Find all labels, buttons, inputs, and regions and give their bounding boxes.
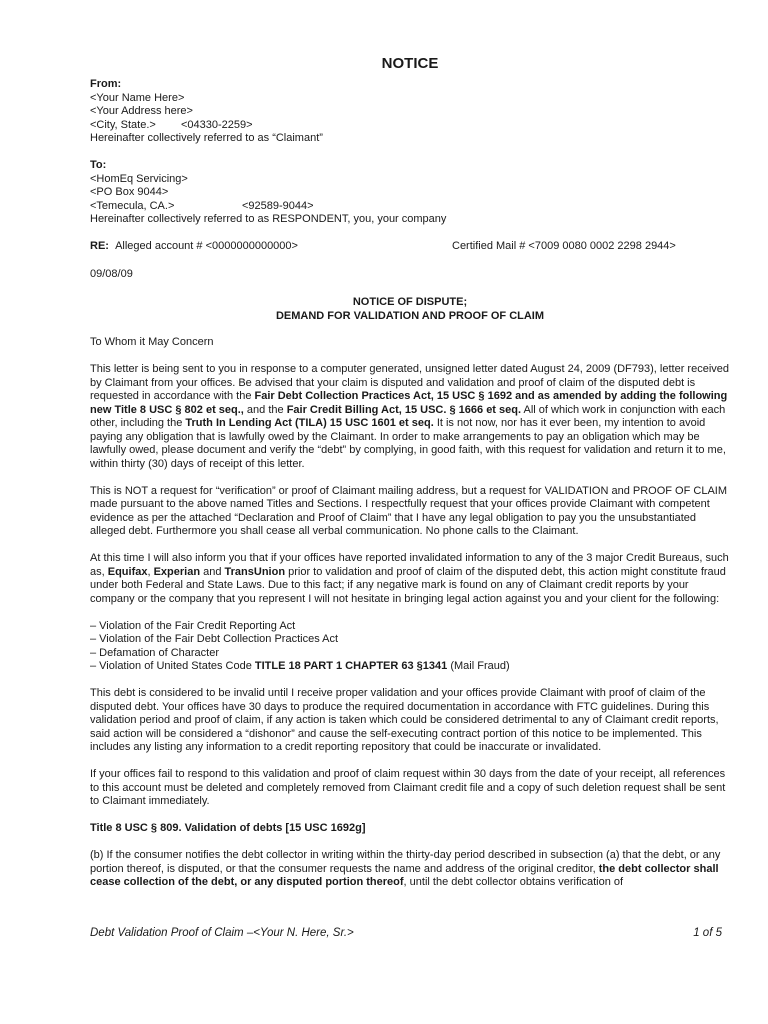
from-city-line bbox=[90, 119, 730, 133]
to-city-line bbox=[90, 200, 730, 214]
list-item: – Violation of the Fair Debt Collection Practices Act bbox=[90, 633, 339, 645]
section-title: Title 8 USC § 809. Validation of debts [15 USC 1692g] bbox=[90, 822, 366, 834]
to-referred: Hereinafter collectively referred to as RESPONDENT, you, your company bbox=[90, 213, 447, 225]
list-item: – Violation of the Fair Credit Reporting Act bbox=[90, 619, 296, 632]
dispute-heading bbox=[90, 295, 730, 323]
list-item: – Violation of United States Code TITLE 18 PART 1 CHAPTER 63 §1341 (Mail Fraud) bbox=[90, 660, 510, 672]
to-zip: <92589-9044> bbox=[242, 199, 314, 212]
from-name: <Your Name Here> bbox=[90, 91, 185, 104]
to-city: <Temecula, CA.> bbox=[90, 199, 175, 212]
from-block bbox=[90, 78, 730, 146]
violations-list bbox=[90, 620, 730, 674]
dispute-heading-line2: DEMAND FOR VALIDATION AND PROOF OF CLAIM bbox=[275, 309, 545, 322]
from-label: From: bbox=[90, 78, 122, 90]
paragraph-not-verification: This is NOT a request for “verification” or proof of Claimant mailing address, but a request for VALIDATION and PROOF OF CLAIM made pursuant to the above named Titles and Sections. I respectfully request that your offices provide Claimant with competent evidence as per the attached “Declaration and Proof of Claim” that I have any legal obligation to pay you the unsubstantiated alleged debt. Furthermore you shall cease all verbal communication. No phone calls to the Claimant. bbox=[90, 484, 728, 537]
to-address: <PO Box 9044> bbox=[90, 186, 169, 198]
list-item: – Defamation of Character bbox=[90, 646, 220, 659]
to-name: <HomEq Servicing> bbox=[90, 172, 188, 185]
to-label: To: bbox=[90, 159, 107, 171]
to-block bbox=[90, 159, 730, 227]
paragraph-response: This letter is being sent to you in response to a computer generated, unsigned letter dated August 24, 2009 (DF793), letter received by Claimant from your offices. Be advised that your claim is disputed and validation and proof of claim of the disputed debt is requested in accordance with the Fair Debt Collection Practices Act, 15 USC § 1692 and as amended by adding the following new Title 8 USC § 802 et seq., and the Fair Credit Billing Act, 15 USC. § 1666 et seq. All of which work in conjunction with each other, including the Truth In Lending Act (TILA) 15 USC 1601 et seq. It is not now, nor has it ever been, my intention to avoid paying any obligation that is lawfully owed by the Claimant. In order to make arrangements to pay an obligation which may be lawfully owed, please document and verify the “debt” by complying, in good faith, with this request for validation and return it to me, within thirty (30) days of receipt of this letter. bbox=[90, 363, 729, 470]
re-certified-mail: Certified Mail # <7009 0080 0002 2298 2944> bbox=[452, 240, 676, 252]
page-footer bbox=[90, 927, 722, 939]
paragraph-deletion: If your offices fail to respond to this validation and proof of claim request within 30 days from the date of your receipt, all references to this account must be deleted and completely removed from Claimant credit file and a copy of such deletion request shall be sent to Claimant immediately. bbox=[90, 768, 726, 807]
from-address: <Your Address here> bbox=[90, 105, 193, 117]
from-referred: Hereinafter collectively referred to as “Claimant” bbox=[90, 132, 323, 144]
re-label: RE: bbox=[90, 240, 109, 252]
paragraph-invalid-debt: This debt is considered to be invalid until I receive proper validation and your offices provide Claimant with proof of claim of the disputed debt. Your offices have 30 days to produce the required documentation in accordance with FTC guidelines. During this validation period and proof of claim, if any action is taken which could be considered detrimental to any of Claimant credit reports, said action will be considered a “dishonor” and cause the self-executing contract portion of this notice to be implemented. This includes any listing any information to a credit reporting repository that could be inaccurate or invalidated. bbox=[90, 687, 719, 753]
paragraph-validation-b: (b) If the consumer notifies the debt collector in writing within the thirty-day period described in subsection (a) that the debt, or any portion thereof, is disputed, or that the consumer requests the name and address of the original creditor, the debt collector shall cease collection of the debt, or any disputed portion thereof, until the debt collector obtains verification of bbox=[90, 849, 721, 888]
page-title: NOTICE bbox=[381, 55, 439, 72]
salutation: To Whom it May Concern bbox=[90, 336, 214, 348]
page-number: 1 of 5 bbox=[693, 927, 722, 939]
footer-title: Debt Validation Proof of Claim –<Your N. Here, Sr.> bbox=[90, 927, 354, 939]
from-city: <City, State.> bbox=[90, 118, 156, 131]
from-zip: <04330-2259> bbox=[181, 118, 253, 131]
dispute-heading-line1: NOTICE OF DISPUTE; bbox=[352, 295, 468, 308]
re-line bbox=[90, 240, 730, 254]
paragraph-credit-bureaus: At this time I will also inform you that if your offices have reported invalidated information to any of the 3 major Credit Bureaus, such as, Equifax, Experian and TransUnion prior to validation and proof of claim of the disputed debt, this action might constitute fraud under both Federal and State Laws. Due to this fact; if any negative mark is found on any of Claimant credit reports by your company or the company that you represent I will not hesitate in bringing legal action against you and your client for the following: bbox=[90, 552, 729, 605]
document-page bbox=[90, 54, 730, 903]
re-account: Alleged account # <0000000000000> bbox=[115, 240, 298, 252]
letter-date: 09/08/09 bbox=[90, 267, 133, 280]
